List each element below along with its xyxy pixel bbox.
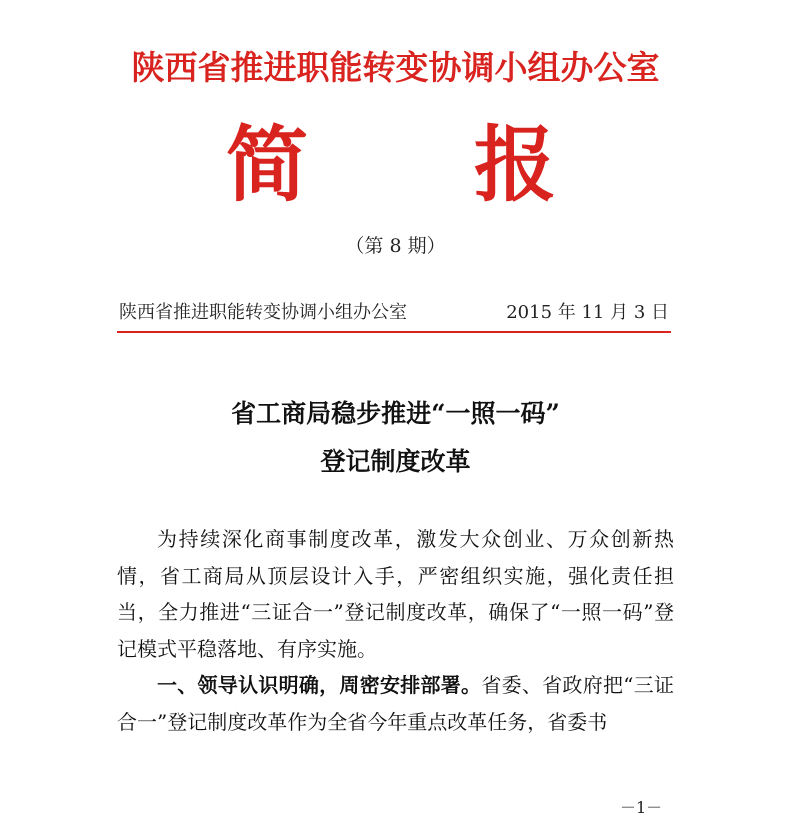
red-divider — [117, 331, 671, 333]
paragraph-section-1 — [117, 667, 674, 740]
issue-date: 2015 年 11 月 3 日 — [506, 302, 669, 323]
issue-number: （第 8 期） — [345, 235, 446, 257]
masthead-title-char-1: 简 — [226, 117, 309, 213]
paragraph-intro: 为持续深化商事制度改革，激发大众创业、万众创新热情，省工商局从顶层设计入手，严密组织实施，强化责任担当，全力推进“三证合一”登记制度改革，确保了“一照一码”登记模式平稳落地、有序实施。 — [117, 527, 674, 661]
article-body — [117, 521, 674, 740]
article-headline-line-2: 登记制度改革 — [320, 447, 471, 476]
masthead-title-char-2: 报 — [474, 117, 557, 213]
article-headline-line-1: 省工商局稳步推进“一照一码” — [231, 399, 560, 428]
page-number: －1－ — [620, 798, 663, 817]
section-1-heading: 一、领导认识明确，周密安排部署。 — [157, 673, 482, 697]
section-1-text: 省委、省政府把“三证合一”登记制度改革作为全省今年重点改革任务，省委书 — [117, 673, 675, 734]
issuer-date-row — [119, 298, 669, 326]
masthead-organization: 陕西省推进职能转变协调小组办公室 — [131, 48, 660, 87]
issuer-organization: 陕西省推进职能转变协调小组办公室 — [119, 302, 407, 323]
